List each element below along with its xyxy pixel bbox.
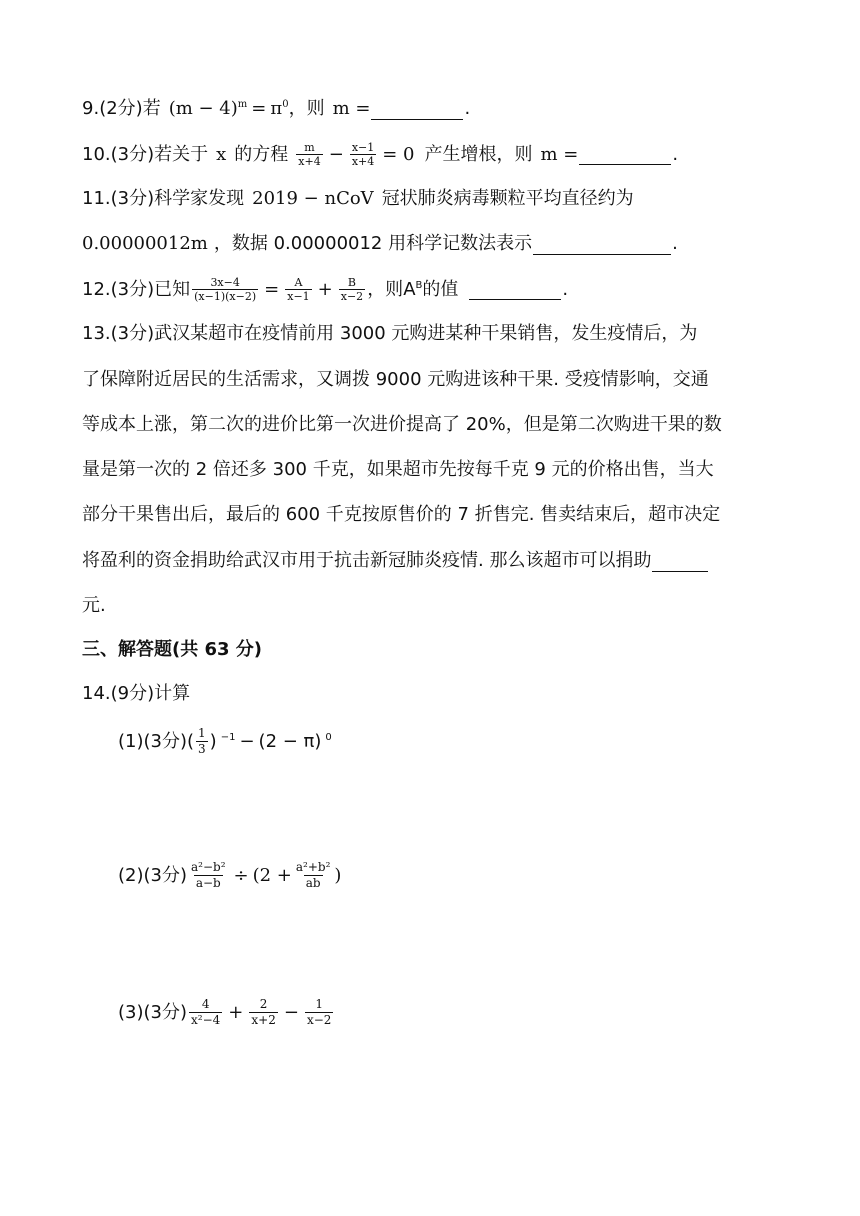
question-text: 了保障附近居民的生活需求，又调拨 9000 元购进该种干果. 受疫情影响，交通: [82, 369, 709, 390]
plus-sign: +: [228, 1001, 244, 1023]
question-text: 武汉某超市在疫情前用 3000 元购进某种干果销售，发生疫情后，为: [154, 323, 698, 344]
math-exponent: m: [237, 99, 248, 110]
answer-blank[interactable]: [469, 279, 561, 300]
fraction-denominator: x−2: [306, 1013, 332, 1027]
math-base: A: [403, 278, 416, 300]
math-variable: m =: [332, 98, 371, 119]
fraction-numerator: A: [294, 276, 303, 289]
equals-sign: =: [251, 98, 267, 119]
math-base: π: [270, 98, 283, 119]
question-text: 冠状肺炎病毒颗粒平均直径约为: [381, 188, 634, 209]
question-text: ，则: [367, 278, 404, 300]
math-expression: (2 − π): [258, 730, 322, 752]
question-10: [82, 141, 678, 168]
math-exponent: B: [415, 279, 423, 291]
question-13: [82, 321, 697, 347]
question-13-line: [82, 457, 714, 483]
equals-sign: =: [264, 278, 280, 300]
question-score: (2分): [99, 98, 143, 119]
math-exponent: 0: [325, 731, 332, 743]
question-13-line: [82, 593, 106, 619]
fraction: [350, 141, 376, 168]
question-text: 已知: [154, 278, 191, 300]
answer-blank[interactable]: [652, 551, 708, 572]
minus-sign: −: [239, 730, 255, 752]
question-text: 等成本上涨，第二次的进价比第一次进价提高了 20%，但是第二次购进干果的数: [82, 414, 722, 435]
question-end: .: [672, 143, 679, 165]
fraction-denominator: x+4: [351, 155, 375, 168]
fraction: [296, 141, 322, 168]
question-text: 的值: [422, 278, 459, 300]
answer-blank[interactable]: [579, 144, 671, 165]
question-text: 若: [142, 98, 161, 119]
fraction-numerator: m: [304, 141, 315, 154]
math-exponent: 0: [282, 99, 289, 110]
question-13-line: [82, 548, 709, 574]
diameter-value: 0.00000012m: [82, 233, 208, 254]
question-score: (9分): [110, 683, 155, 704]
question-number: 10.: [82, 143, 111, 165]
fraction-denominator: x²−4: [191, 1013, 221, 1027]
question-11: [82, 186, 634, 212]
math-variable: x: [216, 143, 227, 165]
question-text: 量是第一次的 2 倍还多 300 千克，如果超市先按每千克 9 元的价格出售，当大: [82, 459, 714, 480]
section-heading: [82, 637, 262, 663]
fraction-numerator: a²−b²: [191, 860, 226, 874]
paren-right: ): [209, 730, 217, 752]
fraction: [249, 997, 277, 1028]
question-end: .: [464, 98, 471, 119]
question-text: ，则: [288, 98, 325, 119]
plus-sign: +: [317, 278, 333, 300]
question-text: 的方程: [234, 143, 289, 165]
fraction: [196, 726, 208, 757]
answer-blank[interactable]: [533, 234, 671, 255]
part-label: (3)(3分): [118, 1001, 187, 1023]
question-13-line: [82, 502, 720, 528]
question-number: 13.: [82, 323, 111, 344]
fraction-denominator: (x−1)(x−2): [194, 290, 257, 303]
answer-blank[interactable]: [371, 99, 463, 120]
fraction-denominator: x+4: [298, 155, 321, 168]
fraction-denominator: a−b: [195, 876, 221, 890]
question-number: 14.: [82, 683, 111, 704]
math-base: (m − 4): [168, 98, 238, 119]
fraction-numerator: B: [347, 276, 357, 289]
question-13-line: [82, 412, 722, 438]
fraction-numerator: 1: [315, 997, 323, 1011]
question-number: 11.: [82, 188, 111, 209]
fraction: [294, 860, 333, 891]
question-end: .: [562, 278, 569, 300]
math-variable: m =: [540, 143, 579, 165]
fraction-denominator: x−2: [340, 290, 364, 303]
fraction: [305, 997, 333, 1028]
question-13-line: [82, 367, 709, 393]
fraction: [339, 276, 365, 303]
fraction-numerator: x−1: [351, 141, 375, 154]
minus-sign: −: [283, 1001, 299, 1023]
fraction: [189, 860, 228, 891]
part-label: (1)(3分): [118, 730, 187, 752]
fraction-denominator: x−1: [287, 290, 310, 303]
question-text: 产生增根，则: [424, 143, 533, 165]
question-text: 元.: [82, 595, 106, 616]
question-14: [82, 681, 190, 707]
question-text: 若关于: [154, 143, 209, 165]
fraction-denominator: ab: [305, 876, 321, 890]
question-text: 部分干果售出后，最后的 600 千克按原售价的 7 折售完. 售卖结束后，超市决定: [82, 504, 721, 525]
fraction: [189, 997, 222, 1028]
question-text: 将盈利的资金捐助给武汉市用于抗击新冠肺炎疫情. 那么该超市可以捐助: [82, 550, 652, 571]
fraction-numerator: 2: [259, 997, 268, 1011]
fraction: [192, 276, 258, 303]
minus-sign: −: [328, 143, 344, 165]
virus-name: 2019 − nCoV: [252, 188, 374, 209]
fraction-numerator: 1: [198, 726, 206, 740]
question-score: (3分): [110, 188, 155, 209]
question-text: 科学家发现: [154, 188, 245, 209]
question-end: .: [672, 233, 678, 254]
question-number: 12.: [82, 278, 111, 300]
question-score: (3分): [110, 278, 155, 300]
question-14-part-1: [118, 726, 332, 757]
math-expression: (2 +: [252, 864, 292, 886]
fraction-denominator: 3: [198, 742, 206, 756]
question-score: (3分): [110, 323, 155, 344]
question-14-part-3: [118, 997, 335, 1028]
paren-right: ): [334, 864, 342, 886]
part-label: (2)(3分): [118, 864, 187, 886]
question-number: 9.: [82, 98, 100, 119]
section-title: 三、解答题(共 63 分): [82, 639, 263, 660]
question-text: ，数据 0.00000012 用科学记数法表示: [213, 233, 533, 254]
equals-zero: = 0: [382, 143, 415, 165]
question-9: [82, 96, 470, 122]
question-11-continued: [82, 231, 678, 257]
fraction: [285, 276, 311, 303]
fraction-numerator: 3x−4: [210, 276, 240, 289]
fraction-numerator: 4: [201, 997, 210, 1011]
fraction-denominator: x+2: [251, 1013, 276, 1027]
question-14-part-2: [118, 860, 341, 891]
division-sign: ÷: [233, 864, 249, 886]
question-score: (3分): [110, 143, 155, 165]
fraction-numerator: a²+b²: [295, 860, 331, 874]
question-text: 计算: [154, 683, 191, 704]
paren-left: (: [187, 730, 195, 752]
question-12: [82, 276, 568, 303]
math-exponent: −1: [220, 731, 236, 743]
